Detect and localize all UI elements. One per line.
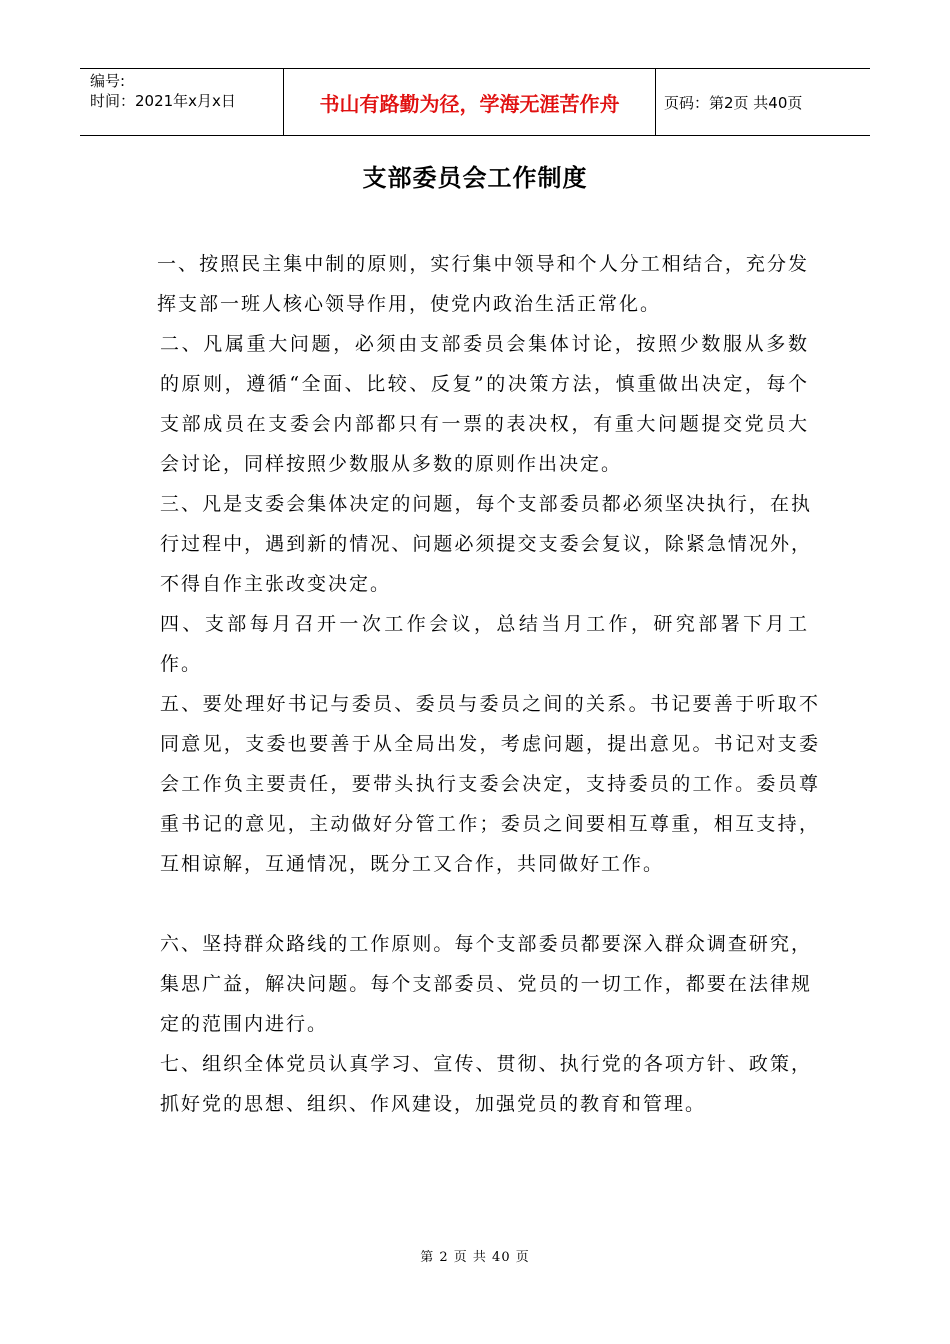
paragraph-1: 一、按照民主集中制的原则，实行集中领导和个人分工相结合，充分发挥支部一班人核心领导作用，使党内政治生活正常化。 xyxy=(157,253,809,315)
paragraph-7: 七、组织全体党员认真学习、宣传、贯彻、执行党的各项方针、政策，抓好党的思想、组织、作风建设，加强党员的教育和管理。 xyxy=(160,1053,812,1115)
paragraph-3: 三、凡是支委会集体决定的问题，每个支部委员都必须坚决执行，在执行过程中，遇到新的情况、问题必须提交支委会复议，除紧急情况外，不得自作主张改变决定。 xyxy=(160,493,812,595)
header-page-info: 页码：第2页 共40页 xyxy=(664,93,803,112)
paragraph-5: 五、要处理好书记与委员、委员与委员之间的关系。书记要善于听取不同意见，支委也要善于从全局出发，考虑问题，提出意见。书记对支委会工作负主要责任，要带头执行支委会决定，支持委员的工作。委员尊重书记的意见，主动做好分管工作；委员之间要相互尊重，相互支持，互相谅解，互通情况，既分工又合作，共同做好工作。 xyxy=(160,693,820,875)
header-meta xyxy=(80,69,283,135)
document-header xyxy=(80,68,870,136)
document-number-label: 编号: xyxy=(90,72,126,90)
document-date: 时间：2021年x月x日 xyxy=(90,92,236,110)
page-title: 支部委员会工作制度 xyxy=(362,163,588,192)
paragraph-6: 六、坚持群众路线的工作原则。每个支部委员都要深入群众调查研究，集思广益，解决问题。每个支部委员、党员的一切工作，都要在法律规定的范围内进行。 xyxy=(160,933,812,1035)
header-motto: 书山有路勤为径，学海无涯苦作舟 xyxy=(283,69,656,135)
page-footer: 第 2 页 共 40 页 xyxy=(420,1250,530,1265)
paragraph-2: 二、凡属重大问题，必须由支部委员会集体讨论，按照少数服从多数的原则，遵循“全面、比较、反复”的决策方法，慎重做出决定，每个支部成员在支委会内部都只有一票的表决权，有重大问题提交党员大会讨论，同样按照少数服从多数的原则作出决定。 xyxy=(160,333,809,475)
paragraph-4: 四、支部每月召开一次工作会议，总结当月工作，研究部署下月工作。 xyxy=(160,613,809,675)
